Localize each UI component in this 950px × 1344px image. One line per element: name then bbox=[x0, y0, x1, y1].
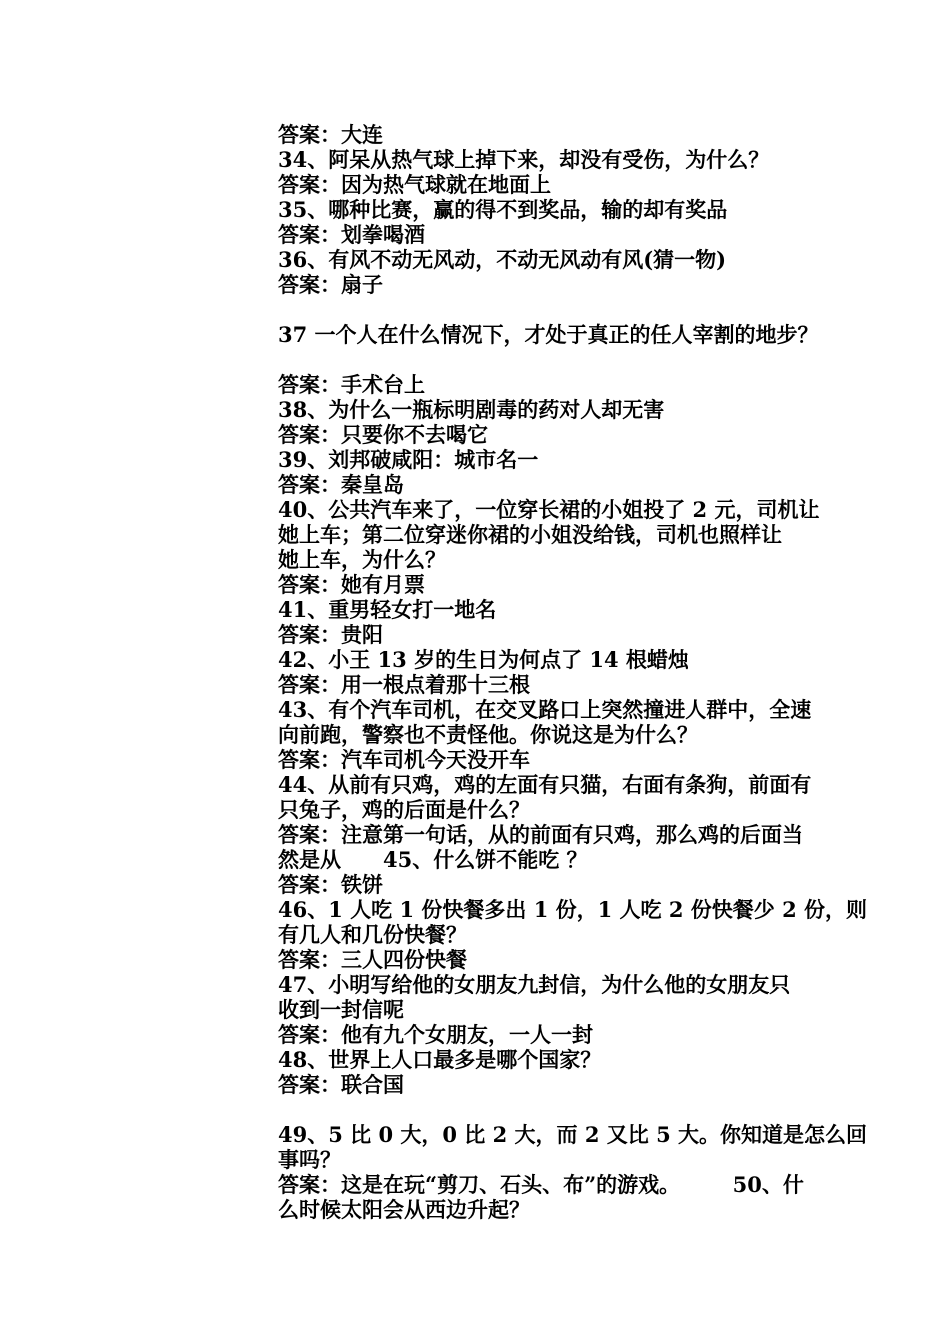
text-line: 事吗？ bbox=[278, 1147, 341, 1172]
text-line: 答案：扇子 bbox=[278, 272, 383, 297]
text-line: 答案：贵阳 bbox=[278, 622, 383, 647]
text-line: 答案：汽车司机今天没开车 bbox=[278, 747, 530, 772]
text-line: 向前跑，警察也不责怪他。你说这是为什么？ bbox=[278, 722, 698, 747]
text-line: 48、世界上人口最多是哪个国家？ bbox=[278, 1047, 602, 1072]
text-line: 答案：因为热气球就在地面上 bbox=[278, 172, 551, 197]
text-line: 41、重男轻女打一地名 bbox=[278, 597, 497, 622]
text-line: 收到一封信呢 bbox=[278, 997, 404, 1022]
text-line: 答案：划拳喝酒 bbox=[278, 222, 425, 247]
text-line: 答案：大连 bbox=[278, 122, 383, 147]
text-line: 答案：三人四份快餐 bbox=[278, 947, 467, 972]
text-line: 35、哪种比赛，赢的得不到奖品，输的却有奖品 bbox=[278, 197, 728, 222]
text-line: 答案：注意第一句话，从的前面有只鸡，那么鸡的后面当 bbox=[278, 822, 803, 847]
text-line: 38、为什么一瓶标明剧毒的药对人却无害 bbox=[278, 397, 665, 422]
text-line: 只兔子，鸡的后面是什么？ bbox=[278, 797, 530, 822]
text-line: 答案：用一根点着那十三根 bbox=[278, 672, 530, 697]
text-line: 她上车；第二位穿迷你裙的小姐没给钱，司机也照样让 bbox=[278, 522, 782, 547]
text-line: 答案：联合国 bbox=[278, 1072, 404, 1097]
text-line: 36、有风不动无风动，不动无风动有风(猜一物) bbox=[278, 247, 727, 272]
text-line: 47、小明写给他的女朋友九封信，为什么他的女朋友只 bbox=[278, 972, 791, 997]
text-line: 答案：手术台上 bbox=[278, 372, 425, 397]
text-line: 37 一个人在什么情况下，才处于真正的任人宰割的地步？ bbox=[278, 322, 819, 347]
text-line: 43、有个汽车司机，在交叉路口上突然撞进人群中，全速 bbox=[278, 697, 812, 722]
text-line: 答案：他有九个女朋友，一人一封 bbox=[278, 1022, 593, 1047]
blank-line bbox=[278, 347, 838, 372]
text-line: 答案：秦皇岛 bbox=[278, 472, 404, 497]
text-line: 有几人和几份快餐？ bbox=[278, 922, 467, 947]
document-body bbox=[278, 122, 868, 1222]
text-line: 46、1 人吃 1 份快餐多出 1 份，1 人吃 2 份快餐少 2 份，则 bbox=[278, 897, 868, 922]
text-line: 40、公共汽车来了，一位穿长裙的小姐投了 2 元，司机让 bbox=[278, 497, 820, 522]
text-line: 答案：这是在玩“剪刀、石头、布”的游戏。 50、什 bbox=[278, 1172, 804, 1197]
text-line: 答案：她有月票 bbox=[278, 572, 425, 597]
blank-line bbox=[278, 1097, 838, 1122]
text-line: 39、刘邦破咸阳：城市名一 bbox=[278, 447, 539, 472]
text-line: 49、5 比 0 大，0 比 2 大，而 2 又比 5 大。你知道是怎么回 bbox=[278, 1122, 868, 1147]
blank-line bbox=[278, 297, 838, 322]
text-line: 她上车，为什么？ bbox=[278, 547, 446, 572]
text-line: 答案：铁饼 bbox=[278, 872, 383, 897]
text-line: 答案：只要你不去喝它 bbox=[278, 422, 488, 447]
text-line: 然是从 45、什么饼不能吃 ？ bbox=[278, 847, 588, 872]
text-line: 么时候太阳会从西边升起？ bbox=[278, 1197, 530, 1222]
text-line: 42、小王 13 岁的生日为何点了 14 根蜡烛 bbox=[278, 647, 689, 672]
text-line: 44、从前有只鸡，鸡的左面有只猫，右面有条狗，前面有 bbox=[278, 772, 812, 797]
text-line: 34、阿呆从热气球上掉下来，却没有受伤，为什么？ bbox=[278, 147, 770, 172]
